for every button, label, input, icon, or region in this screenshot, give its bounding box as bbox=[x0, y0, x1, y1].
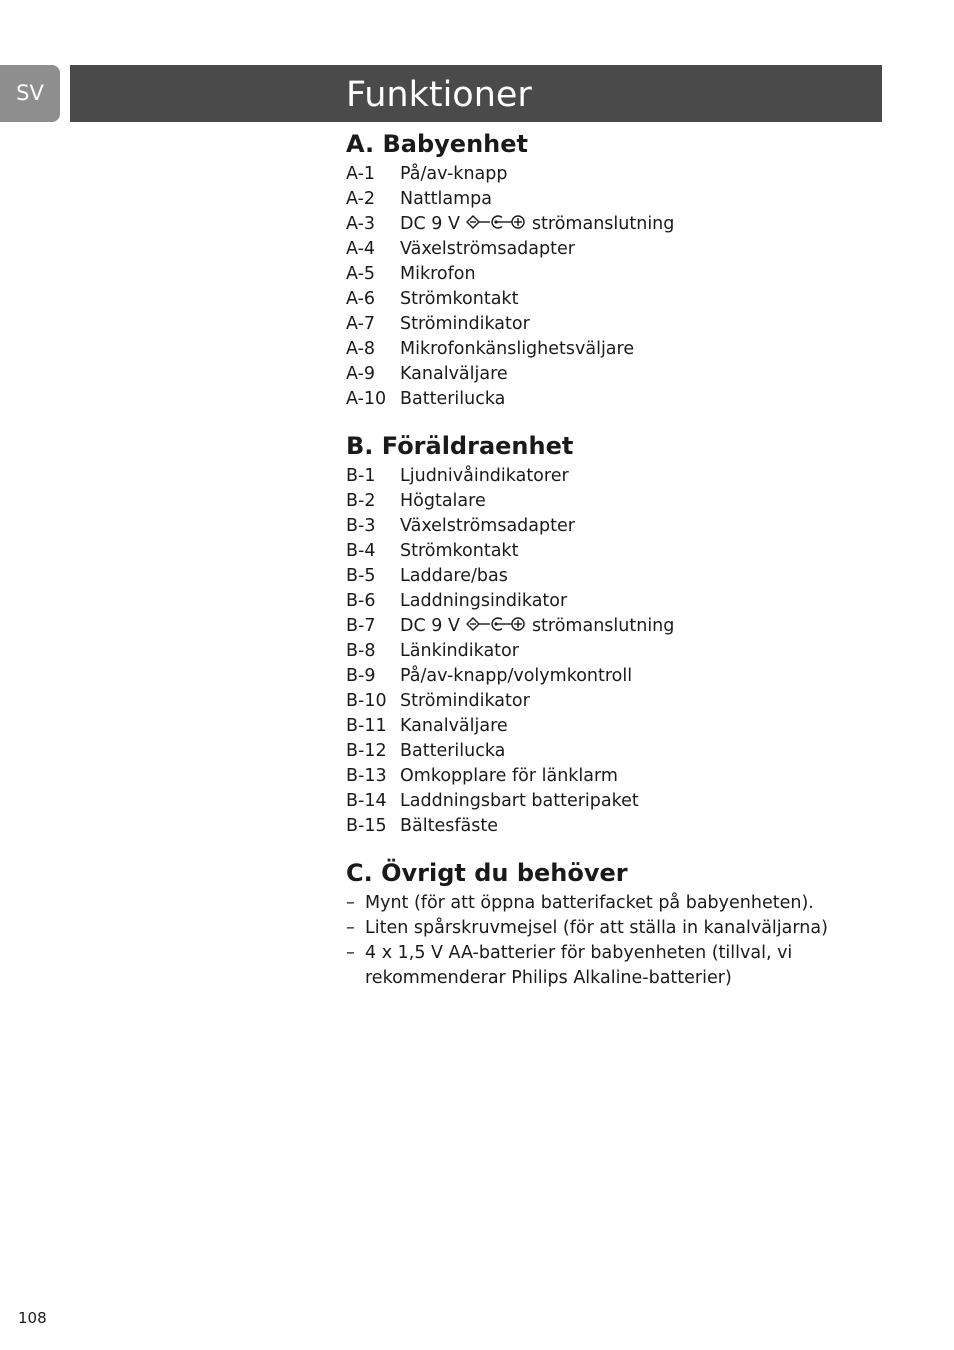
list-item bbox=[346, 262, 866, 287]
item-code: A-5 bbox=[346, 264, 376, 284]
list-item bbox=[346, 739, 866, 764]
item-label: Strömkontakt bbox=[400, 289, 519, 309]
list-item bbox=[346, 312, 866, 337]
dash-mark: – bbox=[346, 918, 355, 938]
item-code: B-11 bbox=[346, 716, 387, 736]
list-item bbox=[346, 464, 866, 489]
item-label: DC 9 V strömanslutning bbox=[400, 214, 675, 234]
item-code: B-2 bbox=[346, 491, 376, 511]
item-code: A-9 bbox=[346, 364, 376, 384]
list-item bbox=[346, 212, 866, 237]
item-label: Mikrofon bbox=[400, 264, 476, 284]
item-code: B-13 bbox=[346, 766, 387, 786]
section-c-heading: C. Övrigt du behöver bbox=[346, 859, 628, 887]
item-code: A-2 bbox=[346, 189, 376, 209]
list-item bbox=[346, 387, 866, 412]
item-text: 4 x 1,5 V AA-batterier för babyenheten (tillval, vi rekommenderar Philips Alkaline-batterier) bbox=[365, 943, 793, 988]
item-text: Liten spårskruvmejsel (för att ställa in kanalväljarna) bbox=[365, 918, 828, 938]
item-code: B-5 bbox=[346, 566, 376, 586]
item-label: På/av-knapp/volymkontroll bbox=[400, 666, 633, 686]
language-tab: SV bbox=[0, 65, 60, 122]
dc-polarity-icon bbox=[466, 616, 526, 632]
item-code: B-6 bbox=[346, 591, 376, 611]
item-label: Kanalväljare bbox=[400, 716, 508, 736]
list-item bbox=[346, 891, 866, 916]
list-item bbox=[346, 689, 866, 714]
item-code: A-8 bbox=[346, 339, 376, 359]
list-item bbox=[346, 664, 866, 689]
item-label: Laddningsindikator bbox=[400, 591, 568, 611]
list-item bbox=[346, 187, 866, 212]
list-item bbox=[346, 639, 866, 664]
item-text: Mynt (för att öppna batterifacket på babyenheten). bbox=[365, 893, 814, 913]
item-label: Laddare/bas bbox=[400, 566, 508, 586]
dash-mark: – bbox=[346, 893, 355, 913]
item-label: Strömindikator bbox=[400, 314, 530, 334]
item-label: Strömkontakt bbox=[400, 541, 519, 561]
item-label: Laddningsbart batteripaket bbox=[400, 791, 639, 811]
item-label: Länkindikator bbox=[400, 641, 519, 661]
item-code: B-7 bbox=[346, 616, 376, 636]
item-label: DC 9 V strömanslutning bbox=[400, 616, 675, 636]
item-code: B-1 bbox=[346, 466, 376, 486]
item-code: B-4 bbox=[346, 541, 376, 561]
list-item bbox=[346, 362, 866, 387]
item-label: Växelströmsadapter bbox=[400, 239, 575, 259]
item-code: A-1 bbox=[346, 164, 376, 184]
item-label: Strömindikator bbox=[400, 691, 530, 711]
item-code: B-15 bbox=[346, 816, 387, 836]
list-item bbox=[346, 514, 866, 539]
list-item bbox=[346, 916, 866, 941]
list-item bbox=[346, 489, 866, 514]
section-c-list bbox=[346, 891, 866, 991]
item-label: Nattlampa bbox=[400, 189, 493, 209]
section-a-list bbox=[346, 162, 866, 412]
item-code: A-3 bbox=[346, 214, 376, 234]
list-item bbox=[346, 237, 866, 262]
list-item bbox=[346, 614, 866, 639]
list-item bbox=[346, 714, 866, 739]
page-title: Funktioner bbox=[346, 75, 532, 115]
item-label: Omkopplare för länklarm bbox=[400, 766, 618, 786]
item-label: Bältesfäste bbox=[400, 816, 498, 836]
title-bar bbox=[70, 65, 882, 122]
content bbox=[346, 128, 866, 991]
dc-polarity-icon bbox=[466, 214, 526, 230]
item-label: Mikrofonkänslighetsväljare bbox=[400, 339, 635, 359]
item-label: Batterilucka bbox=[400, 389, 506, 409]
item-label: Batterilucka bbox=[400, 741, 506, 761]
list-item bbox=[346, 162, 866, 187]
item-label: Högtalare bbox=[400, 491, 486, 511]
dash-mark: – bbox=[346, 943, 355, 963]
list-item bbox=[346, 287, 866, 312]
item-label: På/av-knapp bbox=[400, 164, 508, 184]
list-item bbox=[346, 789, 866, 814]
item-code: B-8 bbox=[346, 641, 376, 661]
item-code: B-10 bbox=[346, 691, 387, 711]
item-code: B-3 bbox=[346, 516, 376, 536]
item-label: Ljudnivåindikatorer bbox=[400, 466, 569, 486]
section-b-heading: B. Föräldraenhet bbox=[346, 432, 574, 460]
item-label: Kanalväljare bbox=[400, 364, 508, 384]
item-label: Växelströmsadapter bbox=[400, 516, 575, 536]
list-item bbox=[346, 564, 866, 589]
item-code: A-10 bbox=[346, 389, 387, 409]
item-code: A-7 bbox=[346, 314, 376, 334]
list-item bbox=[346, 814, 866, 839]
item-code: B-9 bbox=[346, 666, 376, 686]
page-number: 108 bbox=[18, 1309, 47, 1327]
list-item bbox=[346, 589, 866, 614]
list-item bbox=[346, 941, 866, 991]
item-code: B-14 bbox=[346, 791, 387, 811]
section-b-list bbox=[346, 464, 866, 839]
list-item bbox=[346, 539, 866, 564]
list-item bbox=[346, 764, 866, 789]
list-item bbox=[346, 337, 866, 362]
item-code: B-12 bbox=[346, 741, 387, 761]
item-code: A-4 bbox=[346, 239, 376, 259]
section-a-heading: A. Babyenhet bbox=[346, 130, 529, 158]
item-code: A-6 bbox=[346, 289, 376, 309]
